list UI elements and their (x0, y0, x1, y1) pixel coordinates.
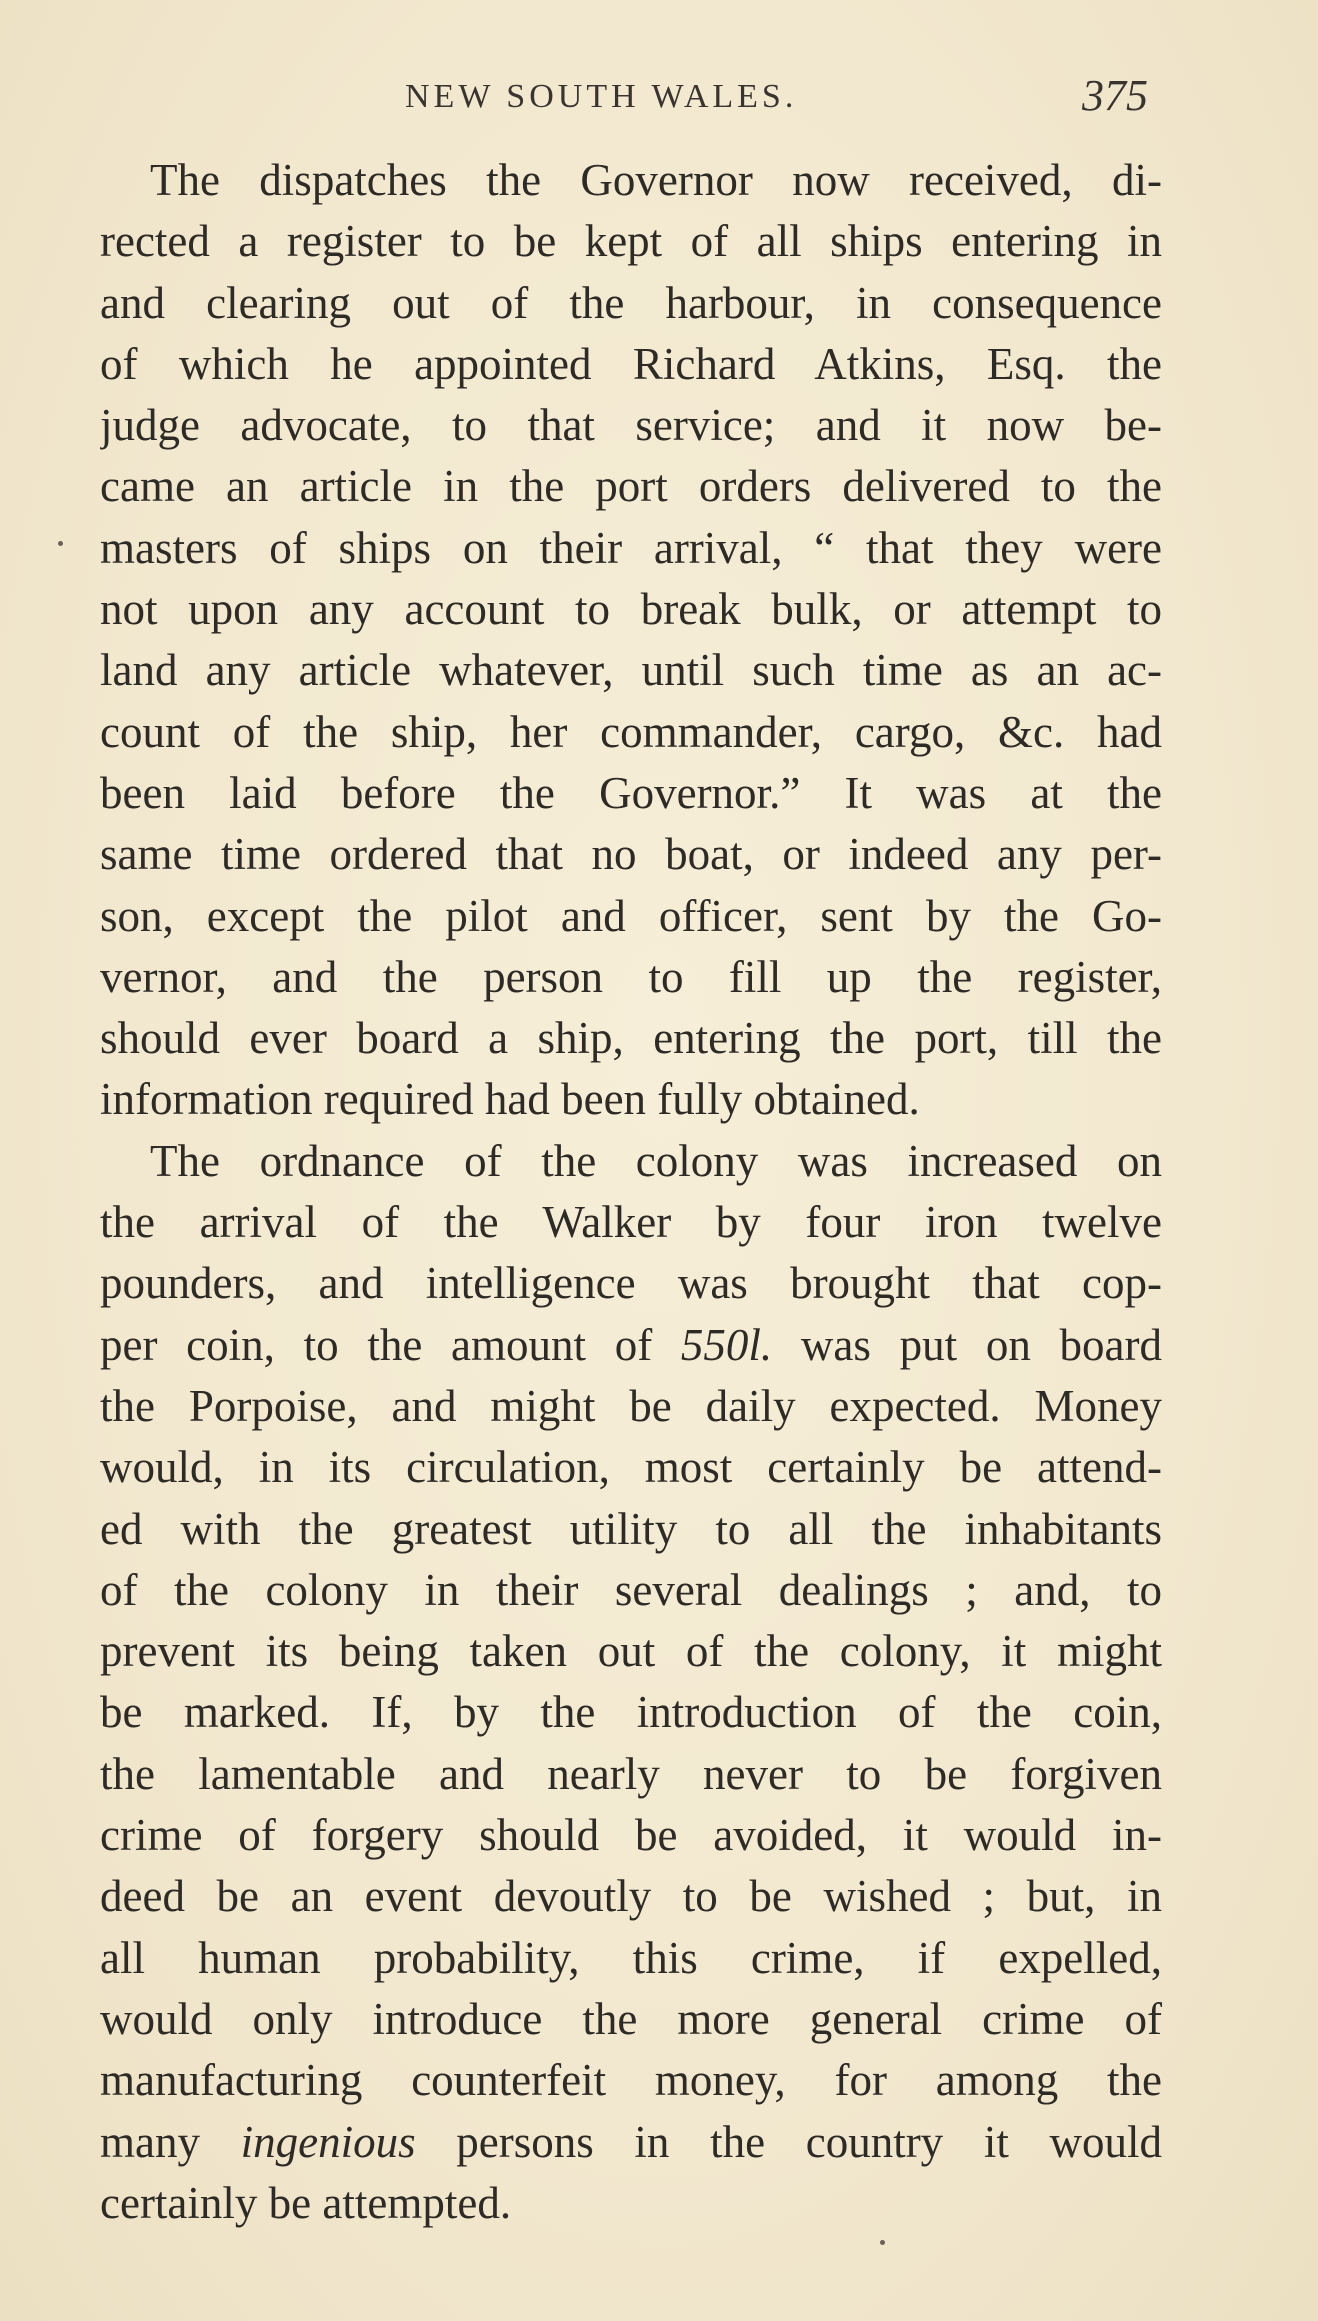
text-line: would, in its circulation, most certainly be attend- (100, 1442, 1162, 1493)
text-line: deed be an event devoutly to be wished ; but, in (100, 1871, 1162, 1922)
text-line: crime of forgery should be avoided, it would in- (100, 1810, 1162, 1861)
text-line: certainly be attempted. (100, 2177, 512, 2228)
text-line: prevent its being taken out of the colony, it might (100, 1626, 1162, 1677)
text-line: The dispatches the Governor now received, di- (150, 155, 1162, 205)
text-line: count of the ship, her commander, cargo, &c. had (100, 706, 1162, 757)
text-line: information required had been fully obtained. (100, 1074, 920, 1125)
italic-word: ingenious (240, 2116, 416, 2167)
text-line: of the colony in their several dealings ; and, to (100, 1564, 1162, 1615)
text-line: be marked. If, by the introduction of the coin, (100, 1687, 1162, 1738)
text-line: manufacturing counterfeit money, for among the (100, 2055, 1162, 2106)
ink-speck (58, 541, 63, 546)
running-head-title: NEW SOUTH WALES. (405, 78, 798, 115)
text-line: land any article whatever, until such time as an ac- (100, 645, 1162, 696)
text-segment: per coin, to the amount of (100, 1319, 681, 1370)
text-line: came an article in the port orders delivered to the (100, 461, 1162, 512)
text-line: same time ordered that no boat, or indeed any per- (100, 829, 1162, 880)
text-line: ed with the greatest utility to all the inhabitants (100, 1503, 1162, 1554)
text-line: the lamentable and nearly never to be forgiven (100, 1748, 1162, 1799)
text-segment: many (100, 2116, 241, 2167)
text-line: rected a register to be kept of all ships entering in (100, 216, 1162, 267)
text-line: should ever board a ship, entering the port, till the (100, 1013, 1162, 1064)
text-line: of which he appointed Richard Atkins, Esq. the (100, 338, 1162, 389)
italic-amount: 550l. (680, 1319, 773, 1370)
text-line: not upon any account to break bulk, or attempt to (100, 584, 1162, 635)
text-line: been laid before the Governor.” It was at the (100, 767, 1162, 818)
page-number: 375 (1082, 71, 1148, 120)
text-line: The ordnance of the colony was increased on (150, 1135, 1162, 1186)
body-text (100, 150, 1162, 2234)
text-line: son, except the pilot and officer, sent by the Go- (100, 890, 1162, 941)
text-line: masters of ships on their arrival, “ that they were (100, 522, 1162, 573)
text-line: would only introduce the more general crime of (100, 1993, 1162, 2044)
text-segment: was put on board (772, 1319, 1162, 1370)
text-line: vernor, and the person to fill up the register, (100, 951, 1162, 1002)
text-line: the Porpoise, and might be daily expected. Money (100, 1380, 1162, 1431)
text-line-with-italic (100, 2112, 1162, 2173)
text-line: all human probability, this crime, if expelled, (100, 1932, 1162, 1983)
text-line: judge advocate, to that service; and it now be- (100, 400, 1162, 451)
text-line-with-italic (100, 1315, 1162, 1376)
running-head (0, 70, 1318, 130)
text-segment: persons in the country it would (415, 2116, 1162, 2167)
text-line: and clearing out of the harbour, in consequence (100, 277, 1162, 328)
text-line: the arrival of the Walker by four iron twelve (100, 1197, 1162, 1248)
ink-speck (880, 2240, 885, 2245)
text-line: pounders, and intelligence was brought that cop- (100, 1258, 1162, 1309)
